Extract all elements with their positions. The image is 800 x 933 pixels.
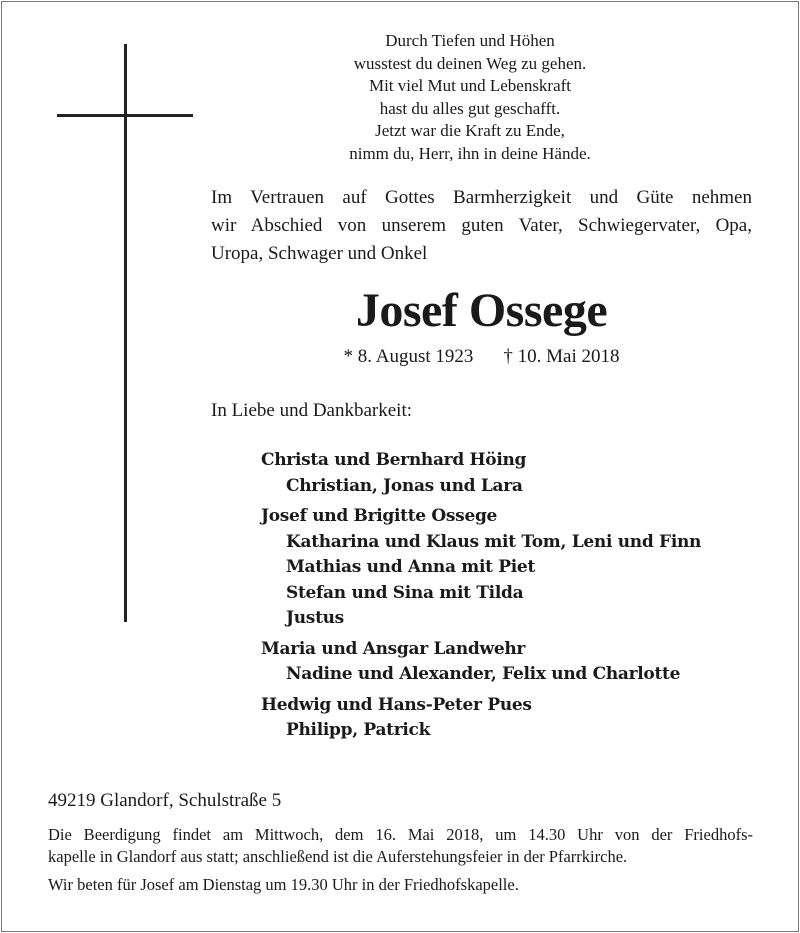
family-member: Justus xyxy=(286,608,344,628)
life-dates xyxy=(211,343,752,371)
poem-line: hast du alles gut geschafft. xyxy=(379,98,561,118)
intro-line: Im Vertrauen auf Gottes Barmherzigkeit und Güte nehmen xyxy=(211,187,752,208)
thanks-line: In Liebe und Dankbarkeit: xyxy=(211,400,413,421)
family-head: Maria und Ansgar Landwehr xyxy=(261,638,526,659)
family-member: Philipp, Patrick xyxy=(286,720,431,740)
deceased-name: Josef Ossege xyxy=(355,284,608,337)
poem-line: Mit viel Mut und Lebenskraft xyxy=(368,76,572,95)
funeral-line: Die Beerdigung findet am Mittwoch, dem 16. Mai 2018, um 14.30 Uhr von der Friedhofs- xyxy=(48,825,753,844)
family-head: Josef und Brigitte Ossege xyxy=(261,506,498,526)
funeral-line: kapelle in Glandorf aus statt; anschließend ist die Auferstehungsfeier in der Pfarrkirche. xyxy=(48,846,628,866)
family-member: Stefan und Sina mit Tilda xyxy=(286,582,524,603)
address: 49219 Glandorf, Schulstraße 5 xyxy=(48,790,282,811)
family-member: Mathias und Anna mit Piet xyxy=(286,557,536,577)
family-list xyxy=(261,448,781,749)
poem-line: nimm du, Herr, ihn in deine Hände. xyxy=(349,143,591,163)
poem-line: Durch Tiefen und Höhen xyxy=(385,31,555,50)
birth-date: * 8. August 1923 xyxy=(343,346,474,367)
family-group xyxy=(261,504,781,632)
family-member: Katharina und Klaus mit Tom, Leni und Finn xyxy=(286,531,702,552)
cross-vertical-bar xyxy=(124,44,127,622)
family-head: Hedwig und Hans-Peter Pues xyxy=(261,694,532,715)
poem-line: Jetzt war die Kraft zu Ende, xyxy=(375,121,565,140)
intro-text xyxy=(211,184,752,268)
intro-line: wir Abschied von unserem guten Vater, Schwiegervater, Opa, xyxy=(211,215,752,236)
family-group xyxy=(261,637,781,688)
poem xyxy=(260,30,680,165)
cross-horizontal-bar xyxy=(57,114,193,117)
family-head: Christa und Bernhard Höing xyxy=(261,450,527,470)
funeral-info xyxy=(48,824,753,867)
family-member: Nadine und Alexander, Felix und Charlotte xyxy=(286,664,681,684)
poem-line: wusstest du deinen Weg zu gehen. xyxy=(353,53,587,73)
family-member: Christian, Jonas und Lara xyxy=(286,475,523,496)
prayer-info: Wir beten für Josef am Dienstag um 19.30 Uhr in der Friedhofskapelle. xyxy=(48,875,519,894)
intro-line: Uropa, Schwager und Onkel xyxy=(211,243,428,264)
family-group xyxy=(261,693,781,744)
death-date: † 10. Mai 2018 xyxy=(503,346,620,367)
family-group xyxy=(261,448,781,499)
